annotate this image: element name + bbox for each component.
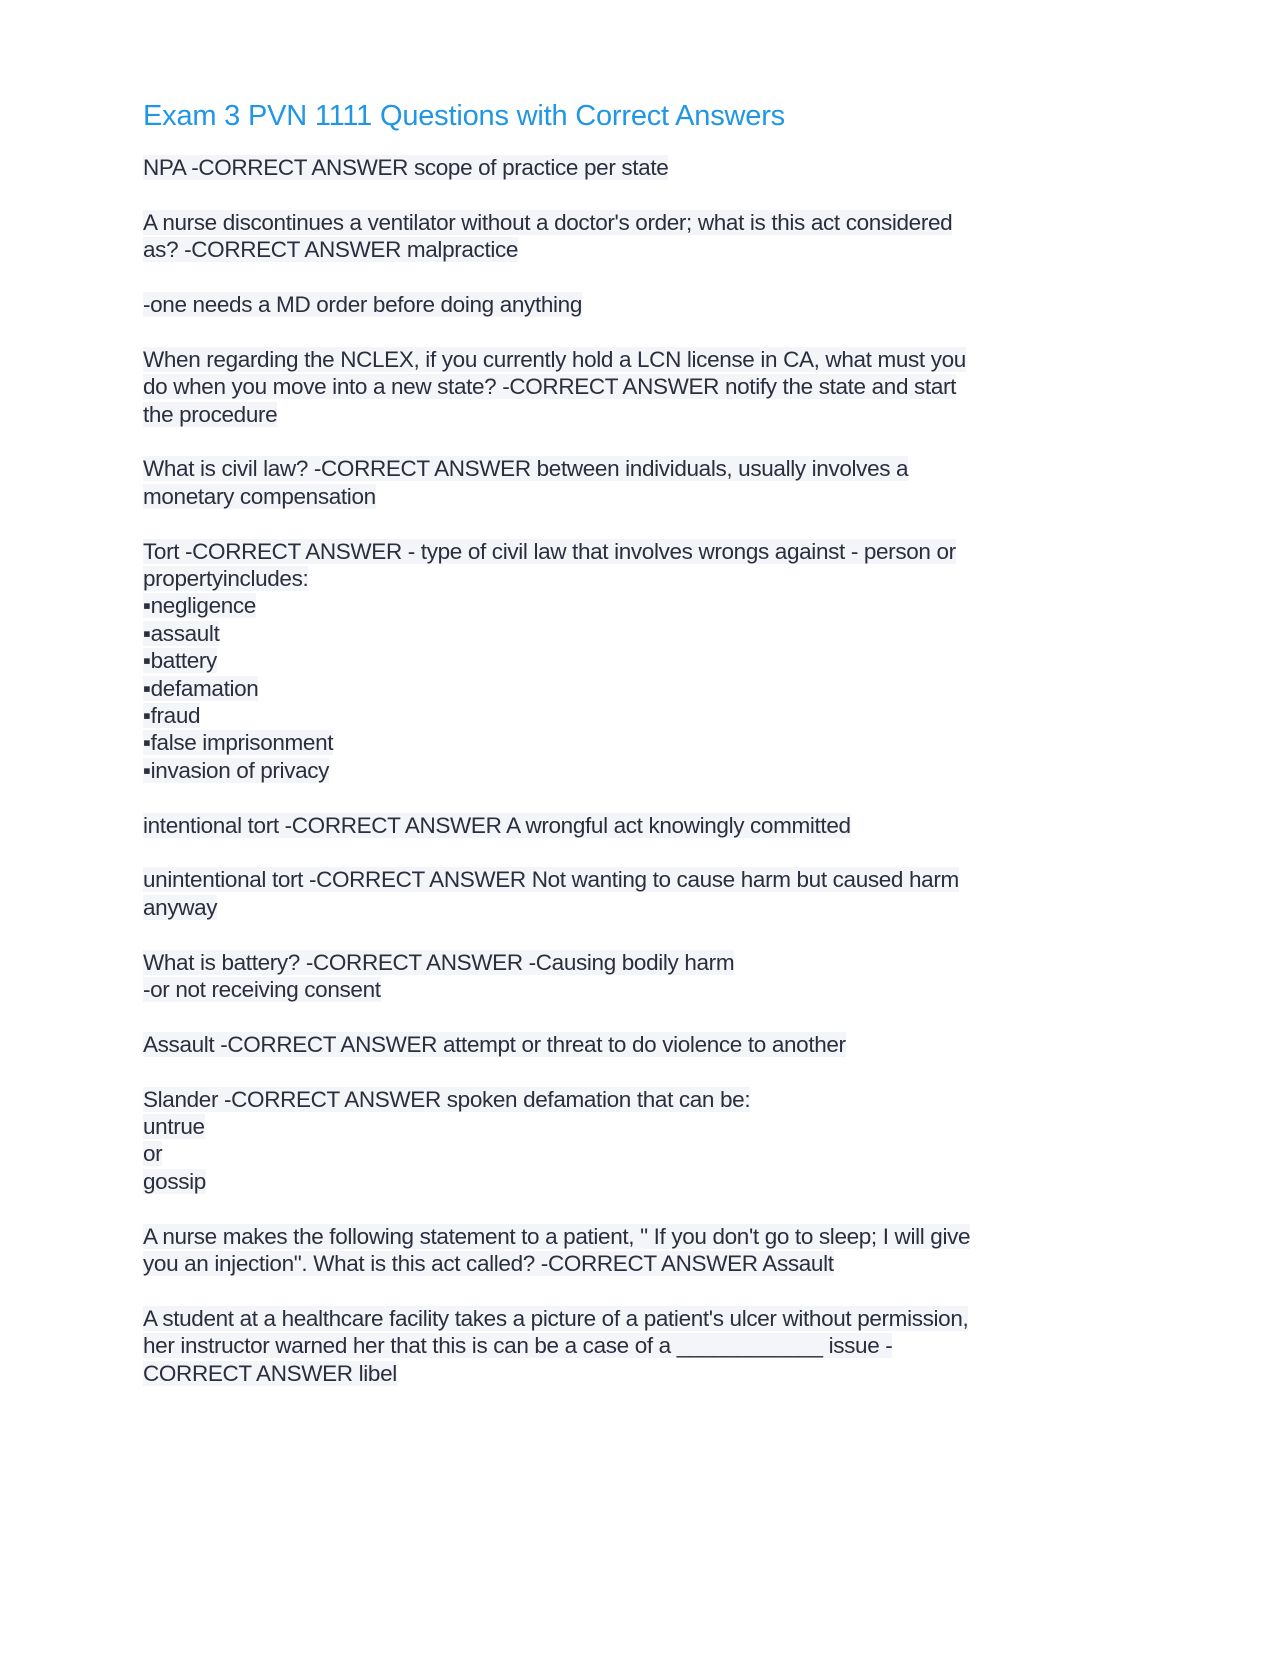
text-line (143, 455, 1123, 482)
line-text: you an injection". What is this act called? -CORRECT ANSWER Assault (143, 1251, 834, 1277)
line-text: ▪negligence (143, 593, 256, 619)
qa-paragraph (143, 812, 1123, 839)
line-text: Slander -CORRECT ANSWER spoken defamation that can be: (143, 1086, 751, 1112)
line-text: A nurse makes the following statement to a patient, " If you don't go to sleep; I will give (143, 1223, 971, 1249)
text-line (143, 729, 1123, 756)
line-text: ▪assault (143, 620, 220, 646)
line-text: -or not receiving consent (143, 977, 381, 1003)
qa-paragraph (143, 866, 1123, 921)
text-line (143, 949, 1123, 976)
text-line (143, 894, 1123, 921)
text-line (143, 1086, 1123, 1113)
line-text: as? -CORRECT ANSWER malpractice (143, 237, 519, 263)
line-text: What is civil law? -CORRECT ANSWER between individuals, usually involves a (143, 456, 909, 482)
text-line (143, 291, 1123, 318)
qa-paragraph (143, 1223, 1123, 1278)
line-text: Tort -CORRECT ANSWER - type of civil law that involves wrongs against - person or (143, 538, 956, 564)
line-text: the procedure (143, 401, 278, 427)
text-line (143, 483, 1123, 510)
line-text: NPA -CORRECT ANSWER scope of practice per state (143, 155, 669, 180)
text-line (143, 236, 1123, 263)
text-line (143, 401, 1123, 428)
text-line (143, 1360, 1123, 1387)
text-line (143, 1113, 1123, 1140)
qa-paragraph (143, 346, 1123, 428)
line-text: What is battery? -CORRECT ANSWER -Causing bodily harm (143, 949, 735, 975)
line-text: untrue (143, 1114, 205, 1140)
text-line (143, 1168, 1123, 1195)
line-text: CORRECT ANSWER libel (143, 1360, 397, 1386)
document-page (143, 98, 1123, 1414)
text-line (143, 538, 1123, 565)
text-line (143, 702, 1123, 729)
text-line (143, 866, 1123, 893)
line-text: monetary compensation (143, 483, 376, 509)
qa-paragraph (143, 291, 1123, 318)
text-line (143, 1250, 1123, 1277)
text-line (143, 346, 1123, 373)
text-line (143, 1223, 1123, 1250)
line-text: ▪defamation (143, 675, 259, 701)
line-text: ▪fraud (143, 703, 201, 729)
line-text: anyway (143, 894, 218, 920)
text-line (143, 675, 1123, 702)
text-line (143, 620, 1123, 647)
document-body (143, 154, 1123, 1387)
text-line (143, 1140, 1123, 1167)
text-line (143, 154, 1123, 181)
line-text: ▪battery (143, 648, 217, 674)
line-text: propertyincludes: (143, 566, 309, 592)
qa-paragraph (143, 1086, 1123, 1196)
qa-paragraph (143, 154, 1123, 181)
line-text: Assault -CORRECT ANSWER attempt or threat to do violence to another (143, 1031, 846, 1057)
line-text: gossip (143, 1168, 206, 1194)
qa-paragraph (143, 1031, 1123, 1058)
line-text: A student at a healthcare facility takes a picture of a patient's ulcer without permission, (143, 1305, 969, 1331)
text-line (143, 373, 1123, 400)
line-text: her instructor warned her that this is can be a case of a ____________ issue - (143, 1333, 893, 1359)
line-text: -one needs a MD order before doing anything (143, 292, 582, 317)
line-text: ▪invasion of privacy (143, 757, 330, 783)
text-line (143, 1332, 1123, 1359)
qa-paragraph (143, 538, 1123, 785)
line-text: ▪false imprisonment (143, 730, 334, 756)
qa-paragraph (143, 455, 1123, 510)
text-line (143, 209, 1123, 236)
text-line (143, 1305, 1123, 1332)
text-line (143, 592, 1123, 619)
text-line (143, 757, 1123, 784)
line-text: When regarding the NCLEX, if you currently hold a LCN license in CA, what must you (143, 346, 966, 372)
text-line (143, 1031, 1123, 1058)
document-title: Exam 3 PVN 1111 Questions with Correct Answers (143, 100, 785, 132)
text-line (143, 976, 1123, 1003)
line-text: or (143, 1141, 163, 1167)
line-text: do when you move into a new state? -CORRECT ANSWER notify the state and start (143, 374, 957, 400)
text-line (143, 812, 1123, 839)
line-text: unintentional tort -CORRECT ANSWER Not wanting to cause harm but caused harm (143, 867, 959, 893)
qa-paragraph (143, 949, 1123, 1004)
qa-paragraph (143, 1305, 1123, 1387)
text-line (143, 647, 1123, 674)
line-text: A nurse discontinues a ventilator without a doctor's order; what is this act considered (143, 209, 953, 235)
line-text: intentional tort -CORRECT ANSWER A wrongful act knowingly committed (143, 812, 851, 838)
text-line (143, 565, 1123, 592)
qa-paragraph (143, 209, 1123, 264)
